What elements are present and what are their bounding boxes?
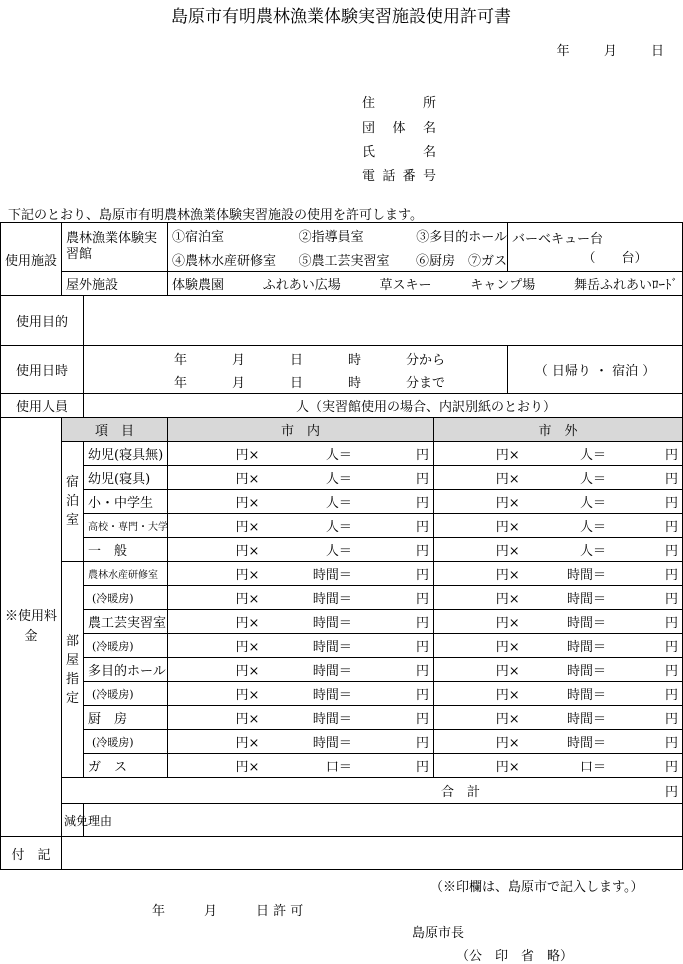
outdoor-facility-options [168, 272, 683, 296]
seal-note: （公 印 省 略） [456, 949, 574, 964]
fee-calc-city[interactable]: 円× 時間＝ 円 [235, 568, 429, 583]
room-row-kitchen-ac: (冷暖房) [84, 730, 168, 754]
purpose-field[interactable] [84, 296, 683, 346]
bbq-count: （ 台） [582, 251, 648, 266]
fee-calc-city[interactable]: 円× 時間＝ 円 [235, 664, 429, 679]
fee-header-outside: 市 外 [434, 418, 683, 442]
outdoor-option-plaza[interactable]: ふれあい広場 [262, 278, 341, 293]
fee-calc-city[interactable]: 円× 時間＝ 円 [235, 712, 429, 727]
fee-calc-outside[interactable]: 円× 時間＝ 円 [495, 616, 679, 631]
date-day: 日 [650, 44, 664, 59]
fee-calc-outside[interactable]: 円× 時間＝ 円 [495, 664, 679, 679]
people-field[interactable]: 人（実習館使用の場合、内訳別紙のとおり） [84, 394, 683, 418]
fee-calc-city[interactable]: 円× 時間＝ 円 [235, 688, 429, 703]
fee-calc-city[interactable]: 円× 人＝ 円 [235, 472, 429, 487]
room-row-kitchen: 厨 房 [84, 706, 168, 730]
facility-option-instructor[interactable]: ②指導員室 [298, 229, 364, 245]
fee-calc-city[interactable]: 円× 人＝ 円 [235, 544, 429, 559]
fee-calc-outside[interactable]: 円× 時間＝ 円 [495, 736, 679, 751]
fee-calc-outside[interactable]: 円× 時間＝ 円 [495, 568, 679, 583]
note-field[interactable] [62, 837, 683, 870]
fee-total-label: 合 計 [441, 785, 481, 800]
date-month: 月 [603, 44, 617, 59]
room-row-gas: ガ ス [84, 754, 168, 778]
facility-option-hall[interactable]: ③多目的ホール [416, 229, 508, 245]
fee-calc-outside[interactable]: 円× 口＝ 円 [495, 760, 679, 775]
room-row-craft: 農工芸実習室 [84, 610, 168, 634]
indoor-facility-options [168, 223, 508, 272]
fee-calc-outside[interactable]: 円× 人＝ 円 [495, 472, 679, 487]
fee-calc-outside[interactable]: 円× 人＝ 円 [495, 520, 679, 535]
fee-total-unit: 円 [665, 785, 679, 800]
applicant-group-label: 団 体 名 [362, 121, 436, 136]
indoor-facility-label: 農林漁業体験実習館 [62, 223, 168, 272]
fee-header-city: 市 内 [168, 418, 434, 442]
fee-total-row[interactable] [62, 778, 683, 804]
outdoor-option-road[interactable]: 舞岳ふれあいﾛｰﾄﾞ [574, 278, 679, 293]
lodging-row-general: 一 般 [84, 538, 168, 562]
fee-calc-city[interactable]: 円× 人＝ 円 [235, 448, 429, 463]
outdoor-facility-label: 屋外施設 [62, 272, 168, 296]
fee-calc-city[interactable]: 円× 人＝ 円 [235, 520, 429, 535]
note-label: 付 記 [1, 837, 62, 870]
fee-calc-outside[interactable]: 円× 人＝ 円 [495, 496, 679, 511]
facility-option-craft[interactable]: ⑤農工芸実習室 [298, 253, 390, 269]
fee-calc-outside[interactable]: 円× 時間＝ 円 [495, 712, 679, 727]
lodging-row-school: 小・中学生 [84, 490, 168, 514]
lodging-row-infant-bedding: 幼児(寝具) [84, 466, 168, 490]
date-year: 年 [556, 44, 570, 59]
exemption-label: 減免理由 [62, 804, 84, 837]
fee-calc-outside[interactable]: 円× 時間＝ 円 [495, 688, 679, 703]
fee-calc-outside[interactable]: 円× 時間＝ 円 [495, 592, 679, 607]
purpose-label: 使用目的 [1, 296, 84, 346]
fee-label: ※使用料金 [1, 418, 62, 837]
outdoor-option-farm[interactable]: 体験農園 [172, 278, 225, 293]
room-row-hall-ac: (冷暖房) [84, 682, 168, 706]
datetime-field[interactable]: 年 月 日 時 分から 年 月 日 時 分まで [84, 346, 508, 394]
fee-calc-city[interactable]: 円× 時間＝ 円 [235, 592, 429, 607]
people-label: 使用人員 [1, 394, 84, 418]
outdoor-option-grass-ski[interactable]: 草スキー [379, 278, 432, 293]
bbq-label[interactable]: バーベキュー台 [512, 232, 604, 247]
fee-calc-city[interactable]: 円× 人＝ 円 [235, 496, 429, 511]
fee-calc-city[interactable]: 円× 口＝ 円 [235, 760, 429, 775]
lodging-row-highschool-univ: 高校・専門・大学 [84, 514, 168, 538]
room-row-craft-ac: (冷暖房) [84, 634, 168, 658]
lodging-label: 宿泊室 [62, 442, 84, 562]
room-row-training: 農林水産研修室 [84, 562, 168, 586]
document-title: 島原市有明農林漁業体験実習施設使用許可書 [171, 7, 511, 27]
lodging-row-infant-no-bedding: 幼児(寝具無) [84, 442, 168, 466]
applicant-name-label: 氏 名 [362, 145, 436, 160]
fee-calc-city[interactable]: 円× 時間＝ 円 [235, 640, 429, 655]
stay-type[interactable]: （ 日帰り ・ 宿泊 ） [508, 346, 683, 394]
fee-calc-city[interactable]: 円× 時間＝ 円 [235, 616, 429, 631]
permit-date: 年 月 日 許 可 [152, 904, 304, 919]
issue-date [527, 40, 664, 59]
fee-calc-outside[interactable]: 円× 人＝ 円 [495, 448, 679, 463]
footnote: （※印欄は、島原市で記入します。） [430, 880, 644, 895]
room-row-training-ac: (冷暖房) [84, 586, 168, 610]
applicant-address-label: 住 所 [362, 96, 436, 111]
applicant-phone-label: 電話番号 [362, 169, 436, 184]
facility-option-training[interactable]: ④農林水産研修室 [172, 253, 277, 269]
permit-table [0, 222, 683, 870]
fee-calc-outside[interactable]: 円× 時間＝ 円 [495, 640, 679, 655]
fee-calc-city[interactable]: 円× 時間＝ 円 [235, 736, 429, 751]
bbq-cell [508, 223, 683, 272]
outdoor-option-camp[interactable]: キャンプ場 [470, 278, 536, 293]
room-row-hall: 多目的ホール [84, 658, 168, 682]
fee-calc-outside[interactable]: 円× 人＝ 円 [495, 544, 679, 559]
fee-header-item: 項 目 [62, 418, 168, 442]
facility-label: 使用施設 [1, 223, 62, 296]
facility-option-kitchen-gas[interactable]: ⑥厨房 ⑦ガス [416, 253, 508, 269]
exemption-field[interactable] [84, 804, 683, 837]
facility-option-lodging[interactable]: ①宿泊室 [172, 229, 225, 245]
intro-text: 下記のとおり、島原市有明農林漁業体験実習施設の使用を許可します。 [8, 208, 423, 223]
datetime-label: 使用日時 [1, 346, 84, 394]
room-label: 部屋指定 [62, 562, 84, 778]
mayor-label: 島原市長 [412, 926, 465, 941]
